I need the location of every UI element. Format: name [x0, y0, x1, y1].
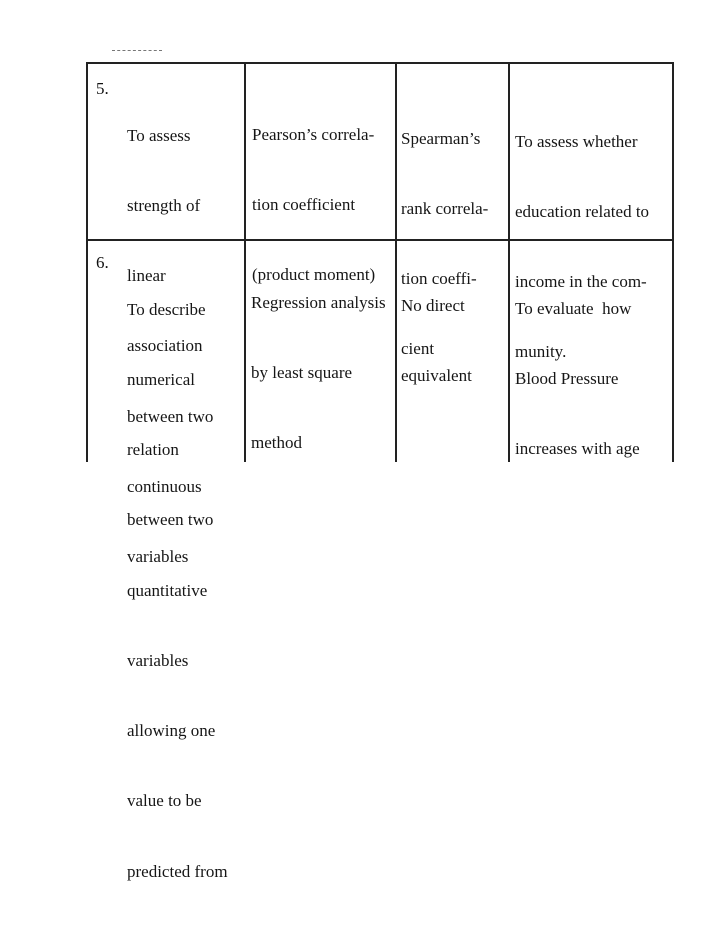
cell-line: increases with age	[515, 439, 640, 459]
column-divider-2	[395, 62, 397, 462]
column-divider-1	[244, 62, 246, 462]
cell-line: association	[127, 336, 203, 356]
cell-line: between two	[127, 510, 214, 530]
nonparametric-test-cell	[401, 247, 472, 434]
cell-line: relation	[127, 440, 179, 460]
cell-line: strength of	[127, 196, 201, 216]
example-cell	[515, 250, 640, 507]
cell-line: No direct	[401, 295, 465, 315]
cell-line: value to be	[127, 791, 202, 811]
cell-line: To describe	[127, 299, 206, 319]
cell-line: education related to	[515, 202, 650, 222]
row-number: 6.	[96, 253, 109, 272]
cell-line: (product moment)	[252, 265, 376, 285]
cell-line: Pearson’s correla-	[252, 124, 375, 144]
cell-line: Regression analysis	[251, 292, 386, 312]
cell-line: To assess whether	[515, 131, 638, 151]
cell-line: Blood Pressure	[515, 369, 619, 389]
purpose-cell	[127, 251, 228, 930]
cell-line: munity.	[515, 342, 567, 362]
cell-line: allowing one	[127, 721, 216, 741]
cell-line: method	[251, 433, 302, 453]
cell-line: between two	[127, 406, 214, 426]
cell-line: cient	[401, 339, 435, 359]
cell-line: To evaluate how	[515, 298, 632, 318]
cell-line: by least square	[251, 363, 353, 383]
parametric-test-cell	[251, 244, 386, 501]
cell-line: continuous	[127, 476, 202, 496]
cell-line: equivalent	[401, 366, 472, 386]
cell-line: tion coeffi-	[401, 269, 477, 289]
cell-line: income in the com-	[515, 272, 647, 292]
table-right-border	[672, 62, 674, 462]
cell-line: predicted from	[127, 861, 228, 881]
row-number: 5.	[96, 79, 109, 98]
cell-line: linear	[127, 266, 166, 286]
cell-line: numerical	[127, 370, 195, 390]
cell-line: Spearman’s	[401, 128, 481, 148]
scan-artifact	[112, 50, 162, 53]
column-divider-3	[508, 62, 510, 462]
cell-line: tion coefficient	[252, 195, 356, 215]
cell-line: variables	[127, 650, 189, 670]
cell-line: quantitative	[127, 580, 208, 600]
cell-line: variables	[127, 547, 189, 567]
cell-line: To assess	[127, 125, 191, 145]
table-left-border	[86, 62, 88, 462]
table-top-border	[86, 62, 674, 64]
cell-line: rank correla-	[401, 199, 489, 219]
